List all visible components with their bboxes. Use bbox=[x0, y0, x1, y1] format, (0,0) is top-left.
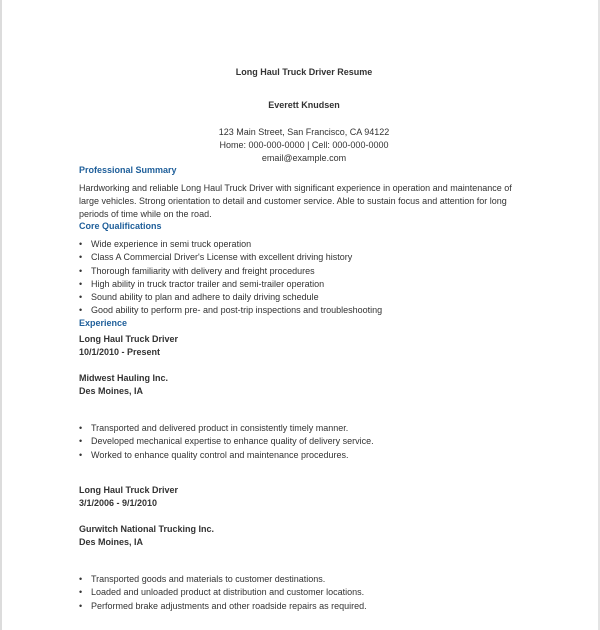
job-location: Des Moines, IA bbox=[79, 386, 144, 396]
qualifications-list bbox=[79, 238, 382, 318]
core-qualifications-heading: Core Qualifications bbox=[79, 221, 162, 231]
list-item: • Thorough familiarity with delivery and freight procedures bbox=[79, 265, 382, 278]
job-location: Des Moines, IA bbox=[79, 537, 144, 547]
bullet-icon: • bbox=[79, 252, 83, 263]
job-duties-list bbox=[79, 422, 374, 462]
job-duties-list bbox=[79, 573, 367, 613]
list-item: • High ability in truck tractor trailer and semi-trailer operation bbox=[79, 278, 382, 291]
job-title: Long Haul Truck Driver bbox=[79, 485, 179, 495]
list-item: • Wide experience in semi truck operation bbox=[79, 238, 382, 251]
bullet-icon: • bbox=[79, 574, 83, 584]
bullet-icon: • bbox=[79, 423, 83, 433]
job-dates: 3/1/2006 - 9/1/2010 bbox=[79, 498, 158, 508]
list-item: • Sound ability to plan and adhere to daily driving schedule bbox=[79, 291, 382, 304]
job-company: Gurwitch National Trucking Inc. bbox=[79, 524, 215, 534]
candidate-name: Everett Knudsen bbox=[268, 100, 340, 110]
job-dates: 10/1/2010 - Present bbox=[79, 347, 161, 357]
bullet-icon: • bbox=[79, 600, 83, 611]
candidate-address: 123 Main Street, San Francisco, CA 94122 bbox=[218, 127, 390, 137]
bullet-icon: • bbox=[79, 239, 83, 249]
experience-heading: Experience bbox=[79, 318, 128, 328]
job-title: Long Haul Truck Driver bbox=[79, 334, 179, 344]
list-item: • Worked to enhance quality control and maintenance procedures. bbox=[79, 449, 374, 462]
list-item: • Transported goods and materials to customer destinations. bbox=[79, 573, 367, 586]
professional-summary-heading: Professional Summary bbox=[79, 165, 177, 175]
bullet-icon: • bbox=[79, 436, 83, 447]
list-item: • Loaded and unloaded product at distribution and customer locations. bbox=[79, 586, 367, 599]
page-left-edge bbox=[0, 0, 2, 630]
summary-line: large vehicles. Strong orientation to detail and customer service. Able to sustain focus and attention for long bbox=[79, 196, 507, 206]
list-item: • Performed brake adjustments and other roadside repairs as required. bbox=[79, 600, 367, 613]
bullet-icon: • bbox=[79, 265, 83, 276]
list-item: • Good ability to perform pre- and post-trip inspections and troubleshooting bbox=[79, 304, 382, 317]
document-title: Long Haul Truck Driver Resume bbox=[235, 67, 373, 77]
candidate-email: email@example.com bbox=[261, 153, 347, 163]
bullet-icon: • bbox=[79, 292, 83, 303]
job-company: Midwest Hauling Inc. bbox=[79, 373, 169, 383]
list-item: • Transported and delivered product in consistently timely manner. bbox=[79, 422, 374, 435]
bullet-icon: • bbox=[79, 278, 83, 289]
candidate-phones: Home: 000-000-0000 | Cell: 000-000-0000 bbox=[219, 140, 389, 150]
summary-line: Hardworking and reliable Long Haul Truck Driver with significant experience in operation and maintenance of bbox=[79, 183, 512, 193]
bullet-icon: • bbox=[79, 449, 83, 460]
summary-line: periods of time while on the road. bbox=[79, 209, 212, 219]
bullet-icon: • bbox=[79, 587, 83, 598]
list-item: • Class A Commercial Driver's License with excellent driving history bbox=[79, 251, 382, 264]
list-item: • Developed mechanical expertise to enhance quality of delivery service. bbox=[79, 435, 374, 448]
bullet-icon: • bbox=[79, 305, 83, 316]
